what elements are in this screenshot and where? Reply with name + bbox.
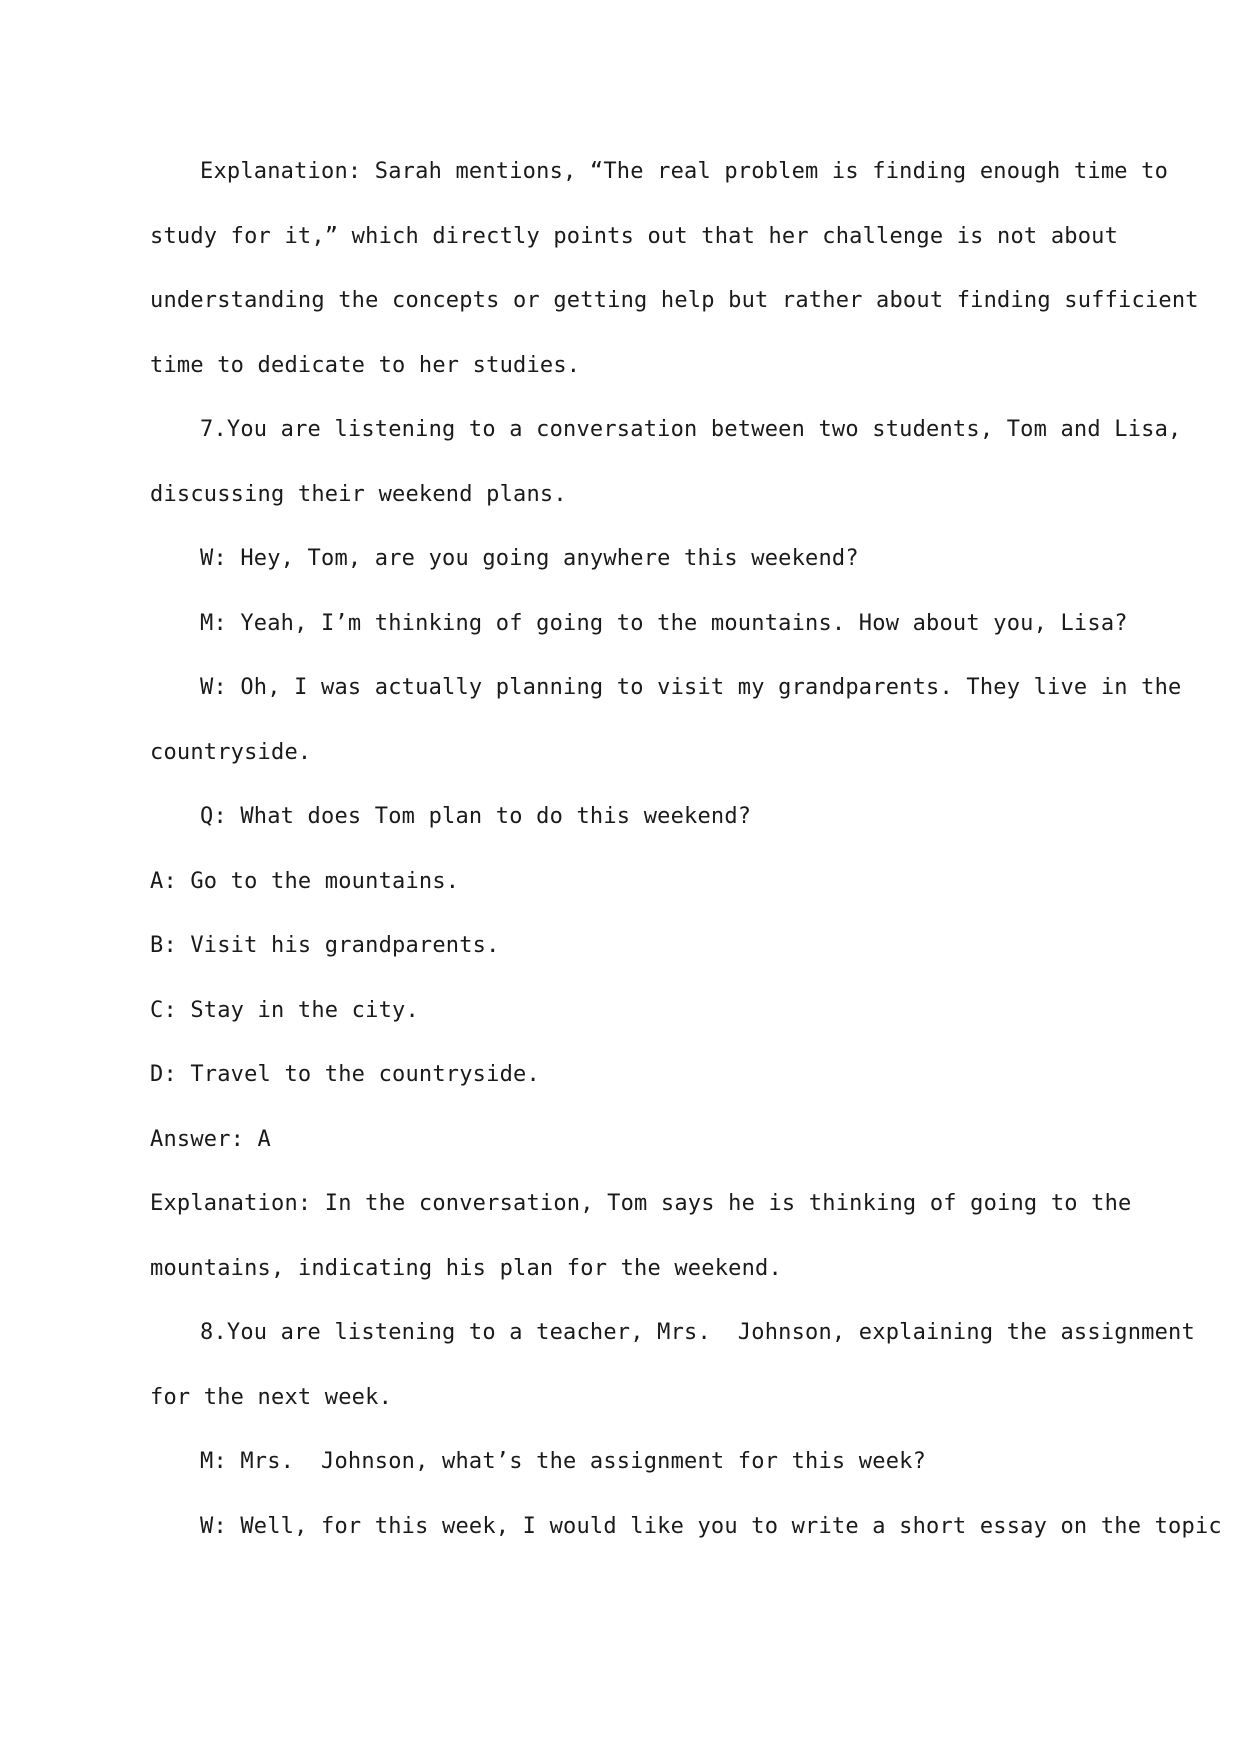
dialogue-line: M: Yeah, I’m thinking of going to the mountains. How about you, Lisa? bbox=[200, 610, 1128, 636]
question-8-prompt-line-2: for the next week. bbox=[150, 1384, 393, 1410]
explanation-line-4: time to dedicate to her studies. bbox=[150, 352, 581, 378]
explanation-line-3: understanding the concepts or getting help but rather about finding sufficient bbox=[150, 288, 1199, 313]
document-page bbox=[150, 140, 1222, 1559]
option-c: C: Stay in the city. bbox=[150, 997, 419, 1023]
dialogue-line: M: Mrs. Johnson, what’s the assignment for this week? bbox=[200, 1449, 927, 1474]
option-d: D: Travel to the countryside. bbox=[150, 1062, 540, 1087]
explanation-7-line-1: Explanation: In the conversation, Tom says he is thinking of going to the bbox=[150, 1191, 1132, 1216]
question-8-prompt-line-1: 8.You are listening to a teacher, Mrs. Johnson, explaining the assignment bbox=[200, 1320, 1195, 1345]
explanation-7-line-2: mountains, indicating his plan for the weekend. bbox=[150, 1255, 782, 1281]
explanation-line-2: study for it,” which directly points out that her challenge is not about bbox=[150, 223, 1119, 249]
option-b: B: Visit his grandparents. bbox=[150, 933, 500, 958]
question-7-prompt-line-2: discussing their weekend plans. bbox=[150, 481, 567, 507]
dialogue-line: W: Oh, I was actually planning to visit my grandparents. They live in the bbox=[200, 675, 1182, 700]
dialogue-line-continuation: countryside. bbox=[150, 739, 312, 765]
dialogue-line: W: Hey, Tom, are you going anywhere this weekend? bbox=[200, 546, 859, 571]
answer-line: Answer: A bbox=[150, 1126, 272, 1152]
dialogue-line: W: Well, for this week, I would like you to write a short essay on the topic bbox=[200, 1513, 1222, 1539]
explanation-line-1: Explanation: Sarah mentions, “The real problem is finding enough time to bbox=[200, 159, 1169, 184]
question-7: Q: What does Tom plan to do this weekend? bbox=[200, 804, 752, 829]
option-a: A: Go to the mountains. bbox=[150, 868, 460, 894]
question-7-prompt-line-1: 7.You are listening to a conversation between two students, Tom and Lisa, bbox=[200, 417, 1182, 442]
